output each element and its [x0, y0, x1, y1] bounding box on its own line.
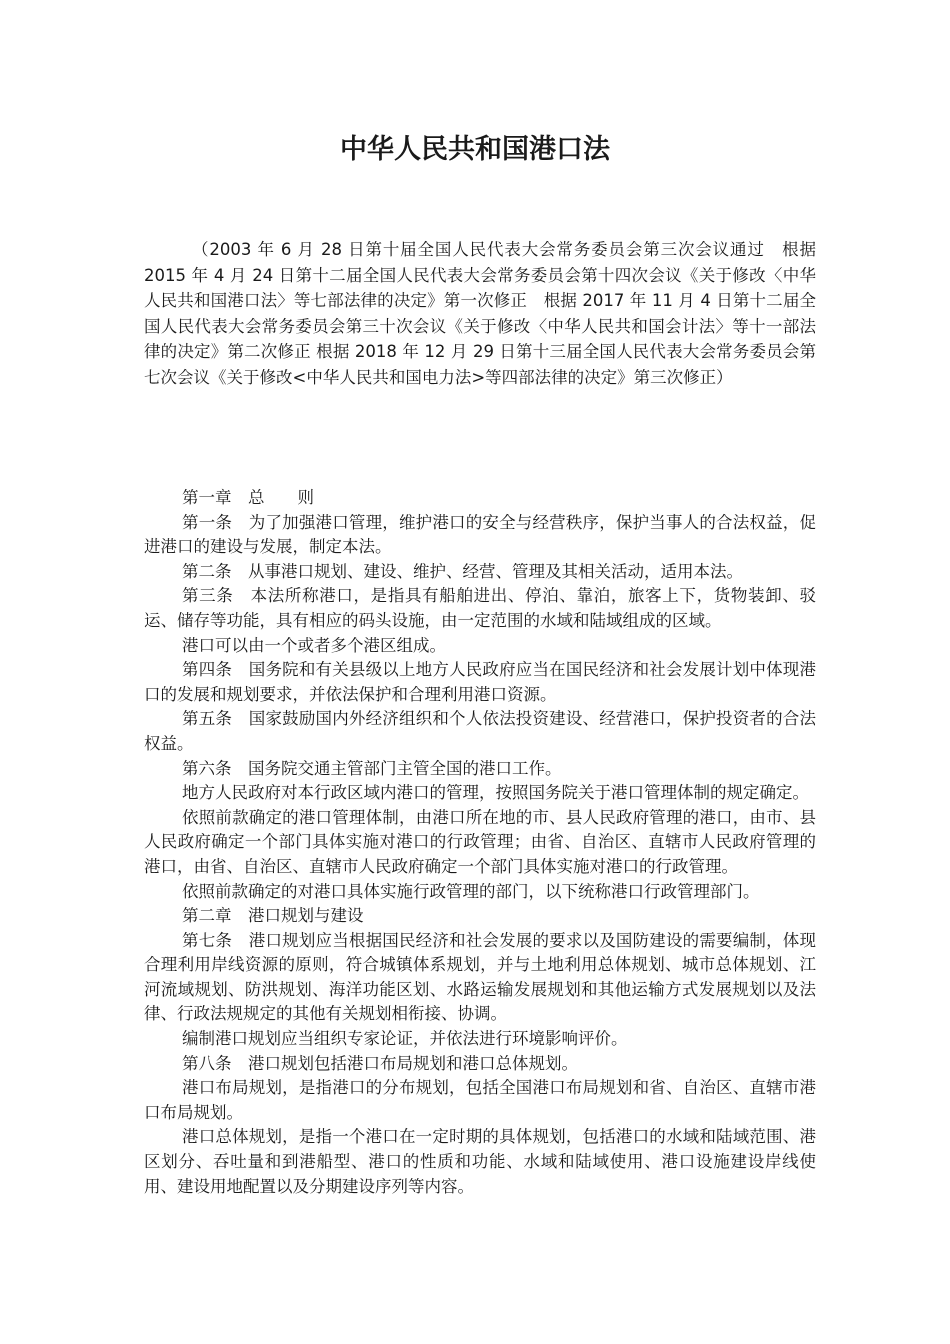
article-paragraph: 第八条 港口规划包括港口布局规划和港口总体规划。	[182, 1053, 578, 1073]
article-paragraph: 依照前款确定的港口管理体制，由港口所在地的市、县人民政府管理的港口，由市、县人民政府确定一个部门具体实施对港口的行政管理；由省、自治区、直辖市人民政府管理的港口，由省、自治区、直辖市人民政府确定一个部门具体实施对港口的行政管理。	[144, 807, 816, 876]
article-paragraph: 第七条 港口规划应当根据国民经济和社会发展的要求以及国防建设的需要编制，体现合理利用岸线资源的原则，符合城镇体系规划，并与土地利用总体规划、城市总体规划、江河流域规划、防洪规划、海洋功能区划、水路运输发展规划和其他运输方式发展规划以及法律、行政法规规定的其他有关规划相衔接、协调。	[144, 930, 816, 1024]
article-paragraph: 港口可以由一个或者多个港区组成。	[182, 635, 446, 655]
article-paragraph: 第六条 国务院交通主管部门主管全国的港口工作。	[182, 758, 562, 778]
article-paragraph: 依照前款确定的对港口具体实施行政管理的部门，以下统称港口行政管理部门。	[182, 881, 760, 901]
preamble: （2003 年 6 月 28 日第十届全国人民代表大会常务委员会第三次会议通过 根据 2015 年 4 月 24 日第十二届全国人民代表大会常务委员会第十四次会议《关于修改〈中华人民共和国港口法〉等七部法律的决定》第一次修正 根据 2017 年 11 月 4 日第十二届全国人民代表大会常务委员会第三十次会议《关于修改〈中华人民共和国会计法〉等十一部法律的决定》第二次修正 根据 2018 年 12 月 29 日第十三届全国人民代表大会常务委员会第七次会议《关于修改<中华人民共和国电力法>等四部法律的决定》第三次修正）	[144, 240, 816, 387]
document-title: 中华人民共和国港口法	[340, 134, 610, 165]
chapter-heading: 第一章 总 则	[182, 488, 314, 507]
document-body	[144, 486, 816, 1199]
article-paragraph: 第二条 从事港口规划、建设、维护、经营、管理及其相关活动，适用本法。	[182, 561, 743, 581]
article-paragraph: 第四条 国务院和有关县级以上地方人民政府应当在国民经济和社会发展计划中体现港口的发展和规划要求，并依法保护和合理利用港口资源。	[144, 660, 816, 704]
article-paragraph: 第三条 本法所称港口，是指具有船舶进出、停泊、靠泊，旅客上下，货物装卸、驳运、储存等功能，具有相应的码头设施，由一定范围的水域和陆域组成的区域。	[144, 586, 816, 630]
chapter-heading: 第二章 港口规划与建设	[182, 906, 364, 926]
article-paragraph: 港口布局规划，是指港口的分布规划，包括全国港口布局规划和省、自治区、直辖市港口布局规划。	[144, 1078, 816, 1122]
article-paragraph: 第五条 国家鼓励国内外经济组织和个人依法投资建设、经营港口，保护投资者的合法权益。	[144, 709, 816, 753]
article-paragraph: 地方人民政府对本行政区域内港口的管理，按照国务院关于港口管理体制的规定确定。	[182, 783, 809, 803]
article-paragraph: 港口总体规划，是指一个港口在一定时期的具体规划，包括港口的水域和陆域范围、港区划分、吞吐量和到港船型、港口的性质和功能、水域和陆域使用、港口设施建设岸线使用、建设用地配置以及分期建设序列等内容。	[144, 1127, 816, 1196]
article-paragraph: 编制港口规划应当组织专家论证，并依法进行环境影响评价。	[182, 1029, 628, 1049]
article-paragraph: 第一条 为了加强港口管理，维护港口的安全与经营秩序，保护当事人的合法权益，促进港口的建设与发展，制定本法。	[144, 512, 816, 557]
